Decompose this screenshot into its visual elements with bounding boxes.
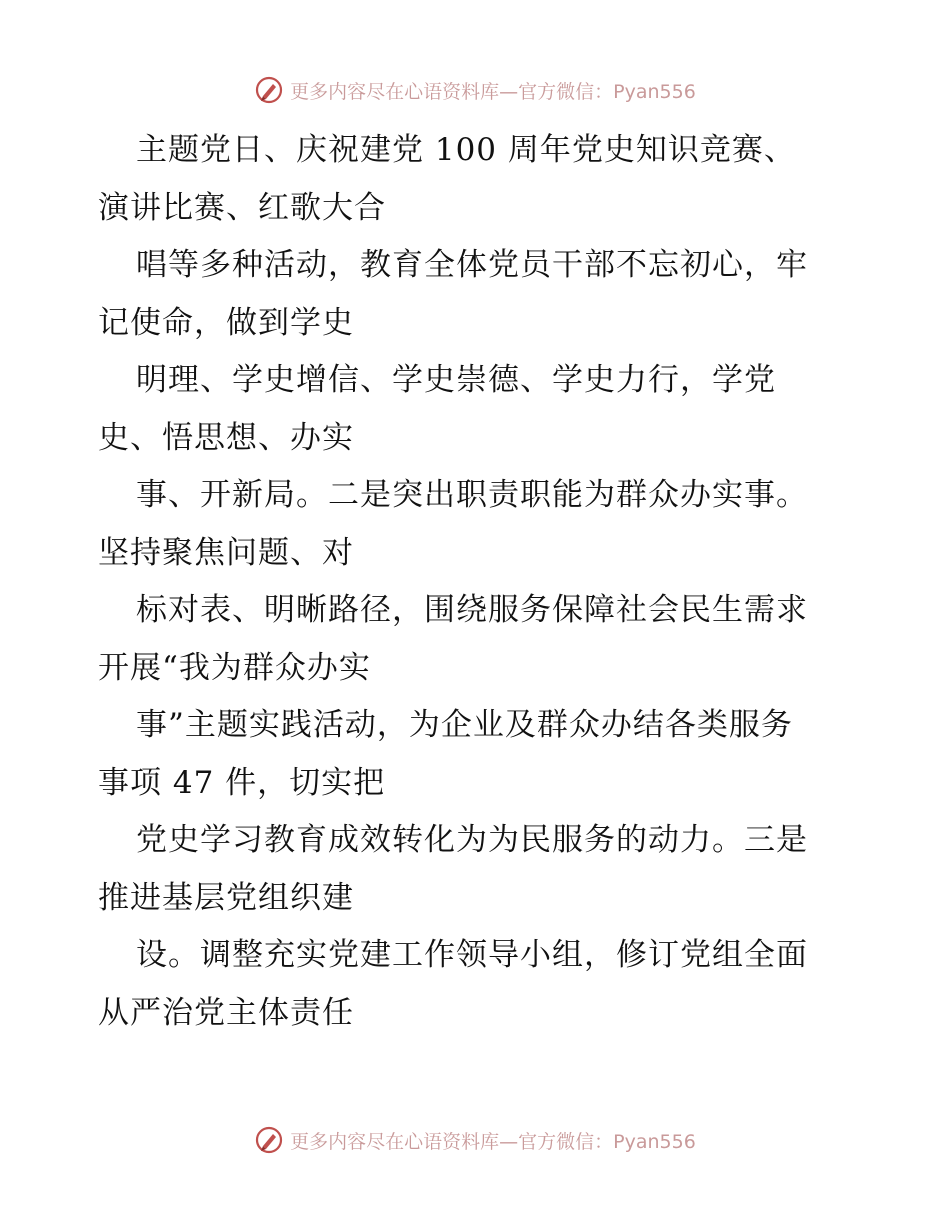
text-line: 推进基层党组织建 (98, 879, 354, 916)
text-line: 设。调整充实党建工作领导小组，修订党组全面 (136, 937, 808, 973)
watermark-text: 更多内容尽在心语资料库—官方微信：Pyan556 (290, 1130, 696, 1153)
text-line: 开展“我为群众办实 (98, 649, 371, 686)
watermark-text: 更多内容尽在心语资料库—官方微信：Pyan556 (290, 80, 696, 103)
pen-nib-logo-icon (254, 75, 284, 105)
text-line: 史、悟思想、办实 (98, 419, 354, 456)
text-line: 坚持聚焦问题、对 (98, 534, 354, 571)
text-line: 事”主题实践活动，为企业及群众办结各类服务 (136, 707, 793, 743)
text-line: 事、开新局。二是突出职责职能为群众办实事。 (136, 477, 808, 513)
text-line: 主题党日、庆祝建党 100 周年党史知识竞赛、 (136, 132, 796, 168)
pen-nib-logo-icon (254, 1125, 284, 1155)
text-line: 从严治党主体责任 (98, 994, 354, 1031)
text-line: 党史学习教育成效转化为为民服务的动力。三是 (136, 822, 808, 858)
text-line: 记使命，做到学史 (98, 304, 354, 341)
text-line: 明理、学史增信、学史崇德、学史力行，学党 (136, 362, 776, 398)
header-watermark (0, 70, 950, 110)
text-line: 事项 47 件，切实把 (98, 764, 386, 801)
text-line: 唱等多种活动，教育全体党员干部不忘初心，牢 (136, 247, 808, 283)
footer-watermark (0, 1120, 950, 1160)
text-line: 演讲比赛、红歌大合 (98, 189, 386, 226)
text-line: 标对表、明晰路径，围绕服务保障社会民生需求 (136, 592, 808, 628)
document-body (98, 122, 858, 1042)
